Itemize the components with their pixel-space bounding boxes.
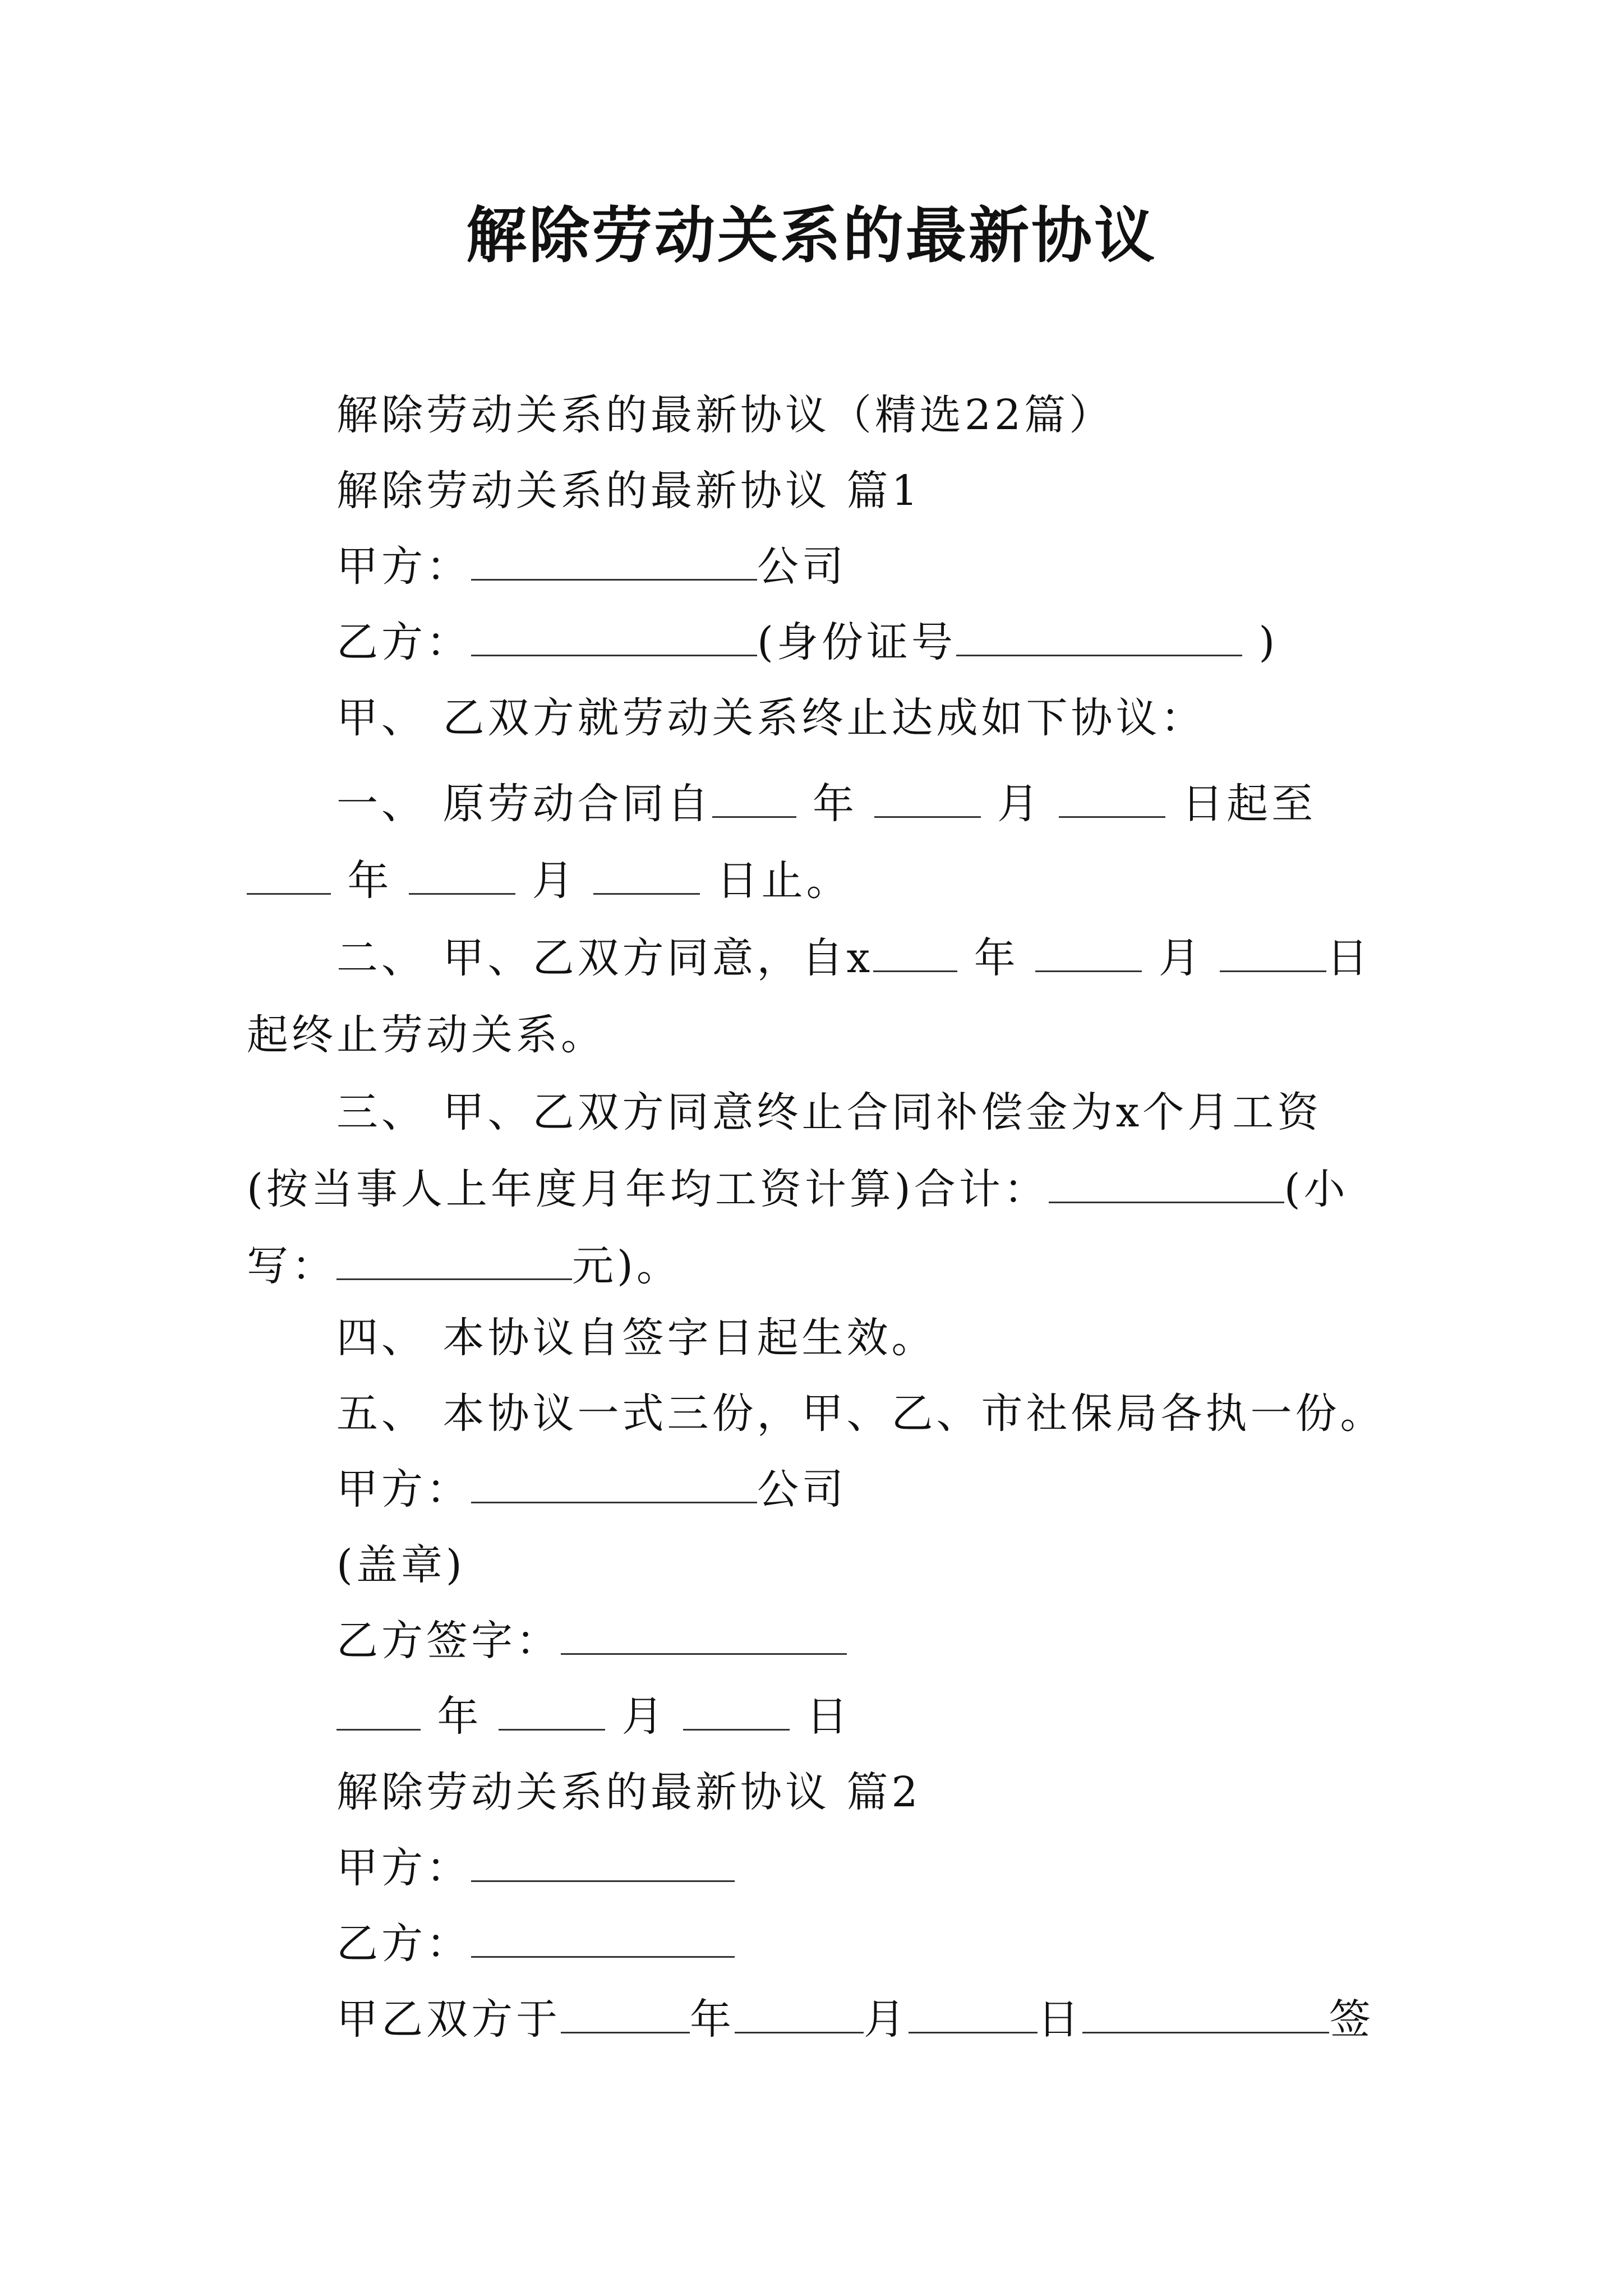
clause-1-blank-year <box>712 781 796 818</box>
p2-party-b-line <box>336 1913 735 1975</box>
p2-sign-blank-day <box>909 1997 1038 2033</box>
party-a-line <box>336 536 847 597</box>
p2-sign-month: 月 <box>864 1995 909 2044</box>
p2-sign-blank-year <box>561 1997 690 2033</box>
heading-part-2: 解除劳动关系的最新协议 篇2 <box>336 1768 921 1816</box>
p2-sign-day: 日 <box>1038 1995 1082 2044</box>
sign-party-a-label: 甲方： <box>336 1465 471 1513</box>
party-b-id-prefix: (身份证号 <box>757 618 956 666</box>
clause-1-blank-month <box>874 781 981 818</box>
clause-1-blank-day <box>1059 781 1165 818</box>
clause-1-text-c: 月 <box>980 780 1059 828</box>
clause-1-text-e: 年 <box>331 857 409 905</box>
party-b-id-suffix: ) <box>1242 618 1279 666</box>
p2-sign-year: 年 <box>690 1995 735 2044</box>
clause-2-blank-month <box>1035 936 1142 972</box>
clause-2-blank-year <box>873 936 957 972</box>
p2-party-a-label: 甲方： <box>336 1844 471 1892</box>
party-b-label: 乙方： <box>336 618 471 666</box>
sign-party-a-blank <box>471 1467 757 1503</box>
clause-1-text-a: 一、 原劳动合同自 <box>336 780 712 828</box>
sign-date-year: 年 <box>421 1692 499 1741</box>
subtitle: 解除劳动关系的最新协议（精选22篇） <box>336 391 1114 439</box>
sign-date-blank-day <box>683 1694 790 1731</box>
clause-3-text-c: 元)。 <box>572 1242 681 1290</box>
p2-sign-blank-place <box>1082 1997 1329 2033</box>
clause-3-blank-amount <box>336 1244 572 1280</box>
p2-party-b-label: 乙方： <box>336 1920 471 1968</box>
p2-sign-end: 签 <box>1329 1995 1374 2044</box>
p2-sign-line <box>336 1989 1374 2050</box>
clause-3-text-b: (小写： <box>247 1165 1349 1290</box>
clause-1-blank-year-2 <box>247 858 331 895</box>
agreement-intro: 甲、 乙双方就劳动关系终止达成如下协议： <box>336 694 1206 742</box>
clause-2-text-d: 日起终止劳动关系。 <box>247 934 1372 1059</box>
party-b-blank <box>471 620 757 656</box>
party-a-label: 甲方： <box>336 542 471 591</box>
clause-1-blank-day-2 <box>593 858 700 895</box>
clause-1 <box>247 766 1380 919</box>
clause-1-text-g: 日止。 <box>700 857 851 905</box>
sign-party-b-label: 乙方签字： <box>336 1617 561 1665</box>
p2-party-a-line <box>336 1837 735 1899</box>
clause-1-text-f: 月 <box>515 857 594 905</box>
clause-1-text-d: 日起至 <box>1165 780 1317 828</box>
party-a-suffix: 公司 <box>757 542 847 591</box>
clause-2-text-a: 二、 甲、乙双方同意，自x <box>336 934 874 982</box>
heading-part-1: 解除劳动关系的最新协议 篇1 <box>336 467 921 515</box>
party-b-id-blank <box>956 620 1242 656</box>
sign-date-month: 月 <box>605 1692 684 1741</box>
sign-date-day: 日 <box>790 1692 851 1741</box>
clause-1-blank-month-2 <box>409 858 515 895</box>
clause-2-blank-day <box>1220 936 1326 972</box>
p2-party-b-blank <box>471 1921 735 1958</box>
clause-5: 五、 本协议一式三份，甲、乙、市社保局各执一份。 <box>336 1389 1385 1438</box>
sign-party-b-blank <box>561 1618 847 1655</box>
sign-date-line <box>336 1686 851 1747</box>
p2-sign-text-a: 甲乙双方于 <box>336 1995 561 2044</box>
p2-party-a-blank <box>471 1846 735 1882</box>
document-title: 解除劳动关系的最新协议 <box>465 200 1157 271</box>
seal-note: (盖章) <box>336 1541 465 1589</box>
clause-2-text-c: 月 <box>1142 934 1220 982</box>
sign-date-blank-year <box>336 1694 421 1731</box>
p2-sign-blank-month <box>735 1997 864 2033</box>
clause-2 <box>247 920 1380 1074</box>
clause-3-blank-total <box>1049 1167 1284 1203</box>
party-a-blank <box>471 544 757 581</box>
clause-4: 四、 本协议自签字日起生效。 <box>336 1314 937 1362</box>
party-b-line <box>336 611 1278 673</box>
clause-3 <box>247 1074 1380 1305</box>
clause-3-text-a: 三、 甲、乙双方同意终止合同补偿金为x个月工资(按当事人上年度月年均工资计算)合计： <box>247 1088 1322 1213</box>
sign-party-a-line <box>336 1458 847 1520</box>
clause-2-text-b: 年 <box>957 934 1036 982</box>
sign-party-a-suffix: 公司 <box>757 1465 847 1513</box>
sign-date-blank-month <box>499 1694 605 1731</box>
sign-party-b-line <box>336 1610 847 1672</box>
clause-1-text-b: 年 <box>796 780 874 828</box>
